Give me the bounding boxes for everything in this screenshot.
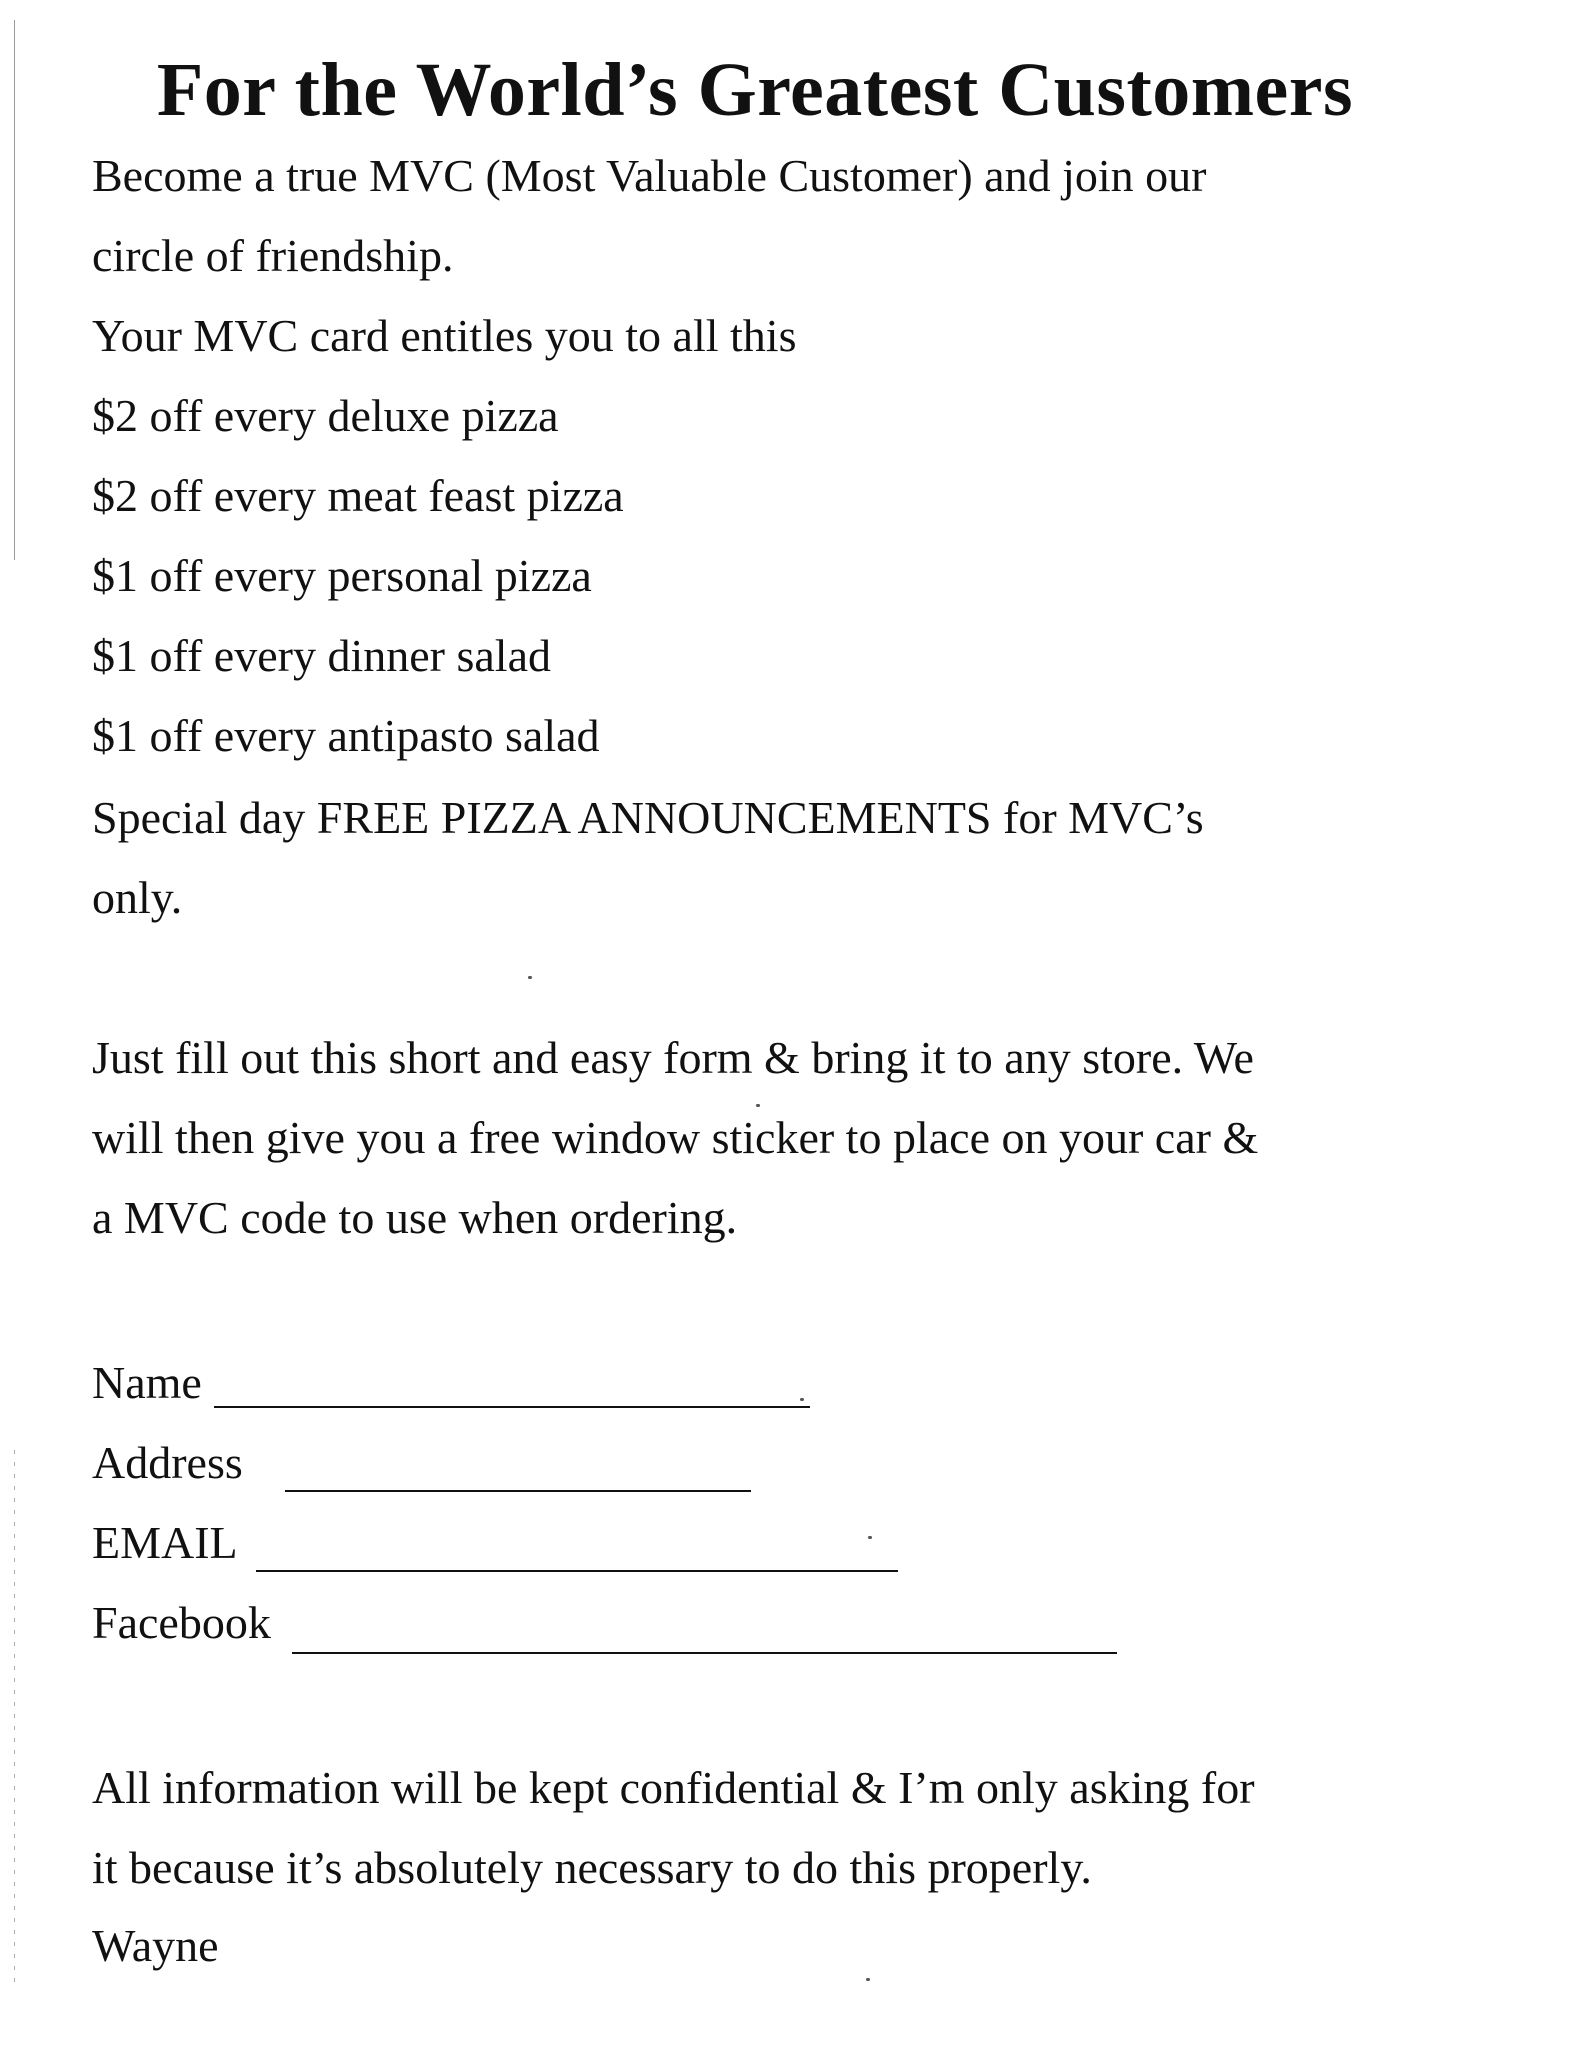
closing-line-2: it because it’s absolutely necessary to do this properly. [92,1842,1092,1893]
intro-line-1: Become a true MVC (Most Valuable Customer) and join our [92,150,1207,201]
closing-line-1: All information will be kept confidential & I’m only asking for [92,1762,1255,1813]
scan-speck [800,1398,804,1401]
instructions-line-1: Just fill out this short and easy form & bring it to any store. We [92,1032,1254,1083]
benefit-item: $1 off every personal pizza [92,550,592,601]
address-field[interactable] [285,1490,751,1492]
special-line-2: only. [92,872,183,923]
benefit-item: $1 off every antipasto salad [92,710,600,761]
scan-speck [866,1978,870,1981]
page-title: For the World’s Greatest Customers [156,48,1354,132]
facebook-field[interactable] [292,1652,1117,1654]
email-label: EMAIL [92,1517,238,1568]
benefits-heading: Your MVC card entitles you to all this [92,310,797,361]
instructions-line-3: a MVC code to use when ordering. [92,1192,738,1243]
facebook-label: Facebook [92,1597,271,1648]
address-label: Address [92,1437,243,1488]
benefit-item: $2 off every deluxe pizza [92,390,559,441]
benefit-item: $2 off every meat feast pizza [92,470,624,521]
intro-line-2: circle of friendship. [92,230,454,281]
email-field[interactable] [256,1570,898,1572]
special-line-1: Special day FREE PIZZA ANNOUNCEMENTS for MVC’s [92,792,1204,843]
scan-speck [528,976,532,979]
scan-edge-mark-lower [14,1450,15,1990]
scan-speck [756,1104,760,1107]
scan-speck [868,1536,872,1539]
signature: Wayne [92,1920,219,1971]
name-field[interactable] [214,1406,810,1408]
benefit-item: $1 off every dinner salad [92,630,551,681]
instructions-line-2: will then give you a free window sticker to place on your car & [92,1112,1259,1163]
name-label: Name [92,1357,202,1408]
